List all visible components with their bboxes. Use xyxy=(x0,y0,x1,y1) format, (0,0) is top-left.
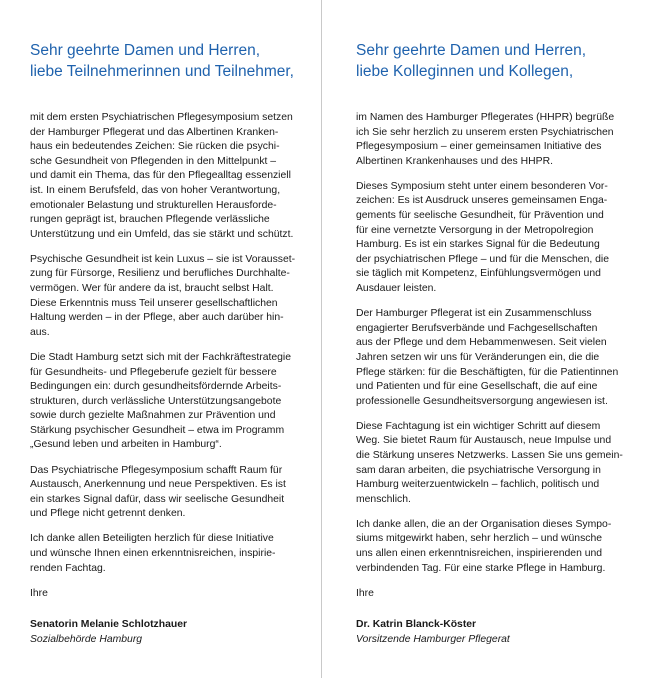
text-line: rungen geprägt ist, brauchen Pflegende verlässliche xyxy=(30,214,270,226)
text-line: für eine vernetzte Versorgung in der Metropolregion xyxy=(356,224,594,236)
body-text xyxy=(356,111,624,576)
text-line: aus. xyxy=(30,326,50,338)
text-line: Ich danke allen Beteiligten herzlich für diese Initiative xyxy=(30,533,274,545)
text-line: Pflegesymposium – einer gemeinsamen Initiative des xyxy=(356,141,602,153)
text-line: vermögen. Wer für andere da ist, braucht selbst Halt. xyxy=(30,283,274,295)
text-line: Hamburg weiterzuentwickeln – fachlich, politisch und xyxy=(356,479,600,491)
text-line: der Hamburger Pflegerat und das Albertinen Kranken- xyxy=(30,126,279,138)
text-line: Haltung werden – in der Pflege, aber auch darüber hin- xyxy=(30,312,284,324)
greeting-line: liebe Teilnehmerinnen und Teilnehmer, xyxy=(30,63,294,80)
text-line: und Patienten und für eine Gesellschaft, die auf eine xyxy=(356,381,598,393)
text-line: Jahren setzen wir uns für Veränderungen ein, die die xyxy=(356,351,600,363)
text-line: und Pflege nicht getrennt denken. xyxy=(30,508,186,520)
text-line: aus der Pflege und dem Hebammenwesen. Seit vielen xyxy=(356,337,607,349)
text-line: ein starkes Signal dafür, dass wir seelische Gesundheit xyxy=(30,493,285,505)
text-line: Hamburg. Es ist ein starkes Signal für die Bedeutung xyxy=(356,239,600,251)
text-line: siums mitgewirkt haben, sehr herzlich – und wünsche xyxy=(356,533,603,545)
column-divider xyxy=(321,0,322,678)
signature-name: Senatorin Melanie Schlotzhauer xyxy=(30,619,188,631)
text-line: Ausdauer leisten. xyxy=(356,283,437,295)
closing: Ihre xyxy=(356,587,374,599)
paragraph xyxy=(30,351,298,453)
text-line: ich Sie sehr herzlich zu unserem ersten Psychiatrischen xyxy=(356,126,614,138)
paragraph xyxy=(356,518,624,576)
greeting xyxy=(30,40,298,82)
closing: Ihre xyxy=(30,587,48,599)
text-line: Das Psychiatrische Pflegesymposium schafft Raum für xyxy=(30,464,283,476)
signature-name: Dr. Katrin Blanck-Köster xyxy=(356,619,477,631)
greeting xyxy=(356,40,624,82)
text-line: im Namen des Hamburger Pflegerates (HHPR) begrüße xyxy=(356,112,615,123)
text-line: Bedingungen ein: durch gesundheitsfördernde Arbeits- xyxy=(30,381,282,393)
paragraph xyxy=(356,180,624,297)
paragraph xyxy=(30,532,298,576)
signature-role: Sozialbehörde Hamburg xyxy=(30,633,143,645)
text-line: Stärkung psychischer Gesundheit – etwa im Programm xyxy=(30,424,285,436)
text-line: Diese Erkenntnis muss Teil unserer gesellschaftlichen xyxy=(30,297,278,309)
greeting-line: Sehr geehrte Damen und Herren, xyxy=(30,42,261,59)
text-line: und wünsche Ihnen einen erkenntnisreichen, inspirie- xyxy=(30,548,276,560)
text-line: Ich danke allen, die an der Organisation dieses Sympo- xyxy=(356,518,612,530)
text-line: Albertinen Krankenhauses und des HHPR. xyxy=(356,155,553,167)
text-line: uns allen einen erkenntnisreichen, inspirierenden und xyxy=(356,548,603,560)
signature-role: Vorsitzende Hamburger Pflegerat xyxy=(356,633,510,645)
text-line: strukturen, durch verlässliche Unterstützungsangebote xyxy=(30,395,282,407)
paragraph xyxy=(356,111,624,169)
paragraph xyxy=(30,253,298,341)
text-line: gements für seelische Gesundheit, für Prävention und xyxy=(356,210,604,222)
text-line: für Gesundheits- und Pflegeberufe gezielt für bessere xyxy=(30,366,277,378)
text-line: zeichen: Es ist Ausdruck unseres gemeinsamen Enga- xyxy=(356,195,608,207)
text-line: renden Fachtag. xyxy=(30,562,106,574)
text-line: menschlich. xyxy=(356,493,411,505)
text-line: engagierter Berufsverbände und Fachgesellschaften xyxy=(356,322,598,334)
text-line: der psychiatrischen Pflege – und für die Menschen, die xyxy=(356,253,609,265)
text-line: Weg. Sie bietet Raum für Austausch, neue Impulse und xyxy=(356,435,612,447)
text-line: Unterstützung und ein Umfeld, das sie stärkt und schützt. xyxy=(30,228,294,240)
text-line: „Gesund leben und arbeiten in Hamburg“. xyxy=(30,439,222,451)
greeting-line: liebe Kolleginnen und Kollegen, xyxy=(356,63,574,80)
text-line: Pflege stärken: für die Beschäftigten, für die Patientinnen xyxy=(356,366,619,378)
text-line: sche Gesundheit von Pflegenden in den Mittelpunkt – xyxy=(30,155,277,167)
text-line: mit dem ersten Psychiatrischen Pflegesymposium setzen xyxy=(30,112,293,123)
text-line: professionelle Gesundheitsversorgung angewiesen ist. xyxy=(356,395,608,407)
text-line: emotionaler Belastung und strukturellen Herausforde- xyxy=(30,199,277,211)
text-line: und damit ein Thema, das für den Pflegealltag essenziell xyxy=(30,170,291,182)
body-text xyxy=(30,111,298,576)
text-line: die Stärkung unseres Netzwerks. Lassen Sie uns gemein- xyxy=(356,449,623,461)
text-line: Die Stadt Hamburg setzt sich mit der Fachkräftestrategie xyxy=(30,351,292,363)
right-column xyxy=(356,40,624,648)
text-line: ist. In einem Berufsfeld, das von hoher Verantwortung, xyxy=(30,184,281,196)
greeting-line: Sehr geehrte Damen und Herren, xyxy=(356,42,587,59)
text-line: Diese Fachtagung ist ein wichtiger Schritt auf diesem xyxy=(356,420,601,432)
paragraph xyxy=(356,420,624,508)
text-line: verbindenden Tag. Für eine starke Pflege in Hamburg. xyxy=(356,562,606,574)
text-line: sam daran arbeiten, die psychiatrische Versorgung in xyxy=(356,464,601,476)
text-line: Der Hamburger Pflegerat ist ein Zusammenschluss xyxy=(356,308,592,320)
left-column xyxy=(30,40,298,648)
text-line: sowie durch gezielte Maßnahmen zur Prävention und xyxy=(30,410,276,422)
text-line: Psychische Gesundheit ist kein Luxus – sie ist Vorausset- xyxy=(30,253,296,265)
text-line: zung für Fürsorge, Resilienz und berufliches Durchhalte- xyxy=(30,268,290,280)
paragraph xyxy=(30,464,298,522)
paragraph xyxy=(30,111,298,242)
text-line: haus ein bedeutendes Zeichen: Sie rücken die psychi- xyxy=(30,141,280,153)
text-line: sie täglich mit Kompetenz, Einfühlungsvermögen und xyxy=(356,268,601,280)
paragraph xyxy=(356,307,624,409)
text-line: Austausch, Anerkennung und neue Perspektiven. Es ist xyxy=(30,479,286,491)
text-line: Dieses Symposium steht unter einem besonderen Vor- xyxy=(356,180,608,192)
